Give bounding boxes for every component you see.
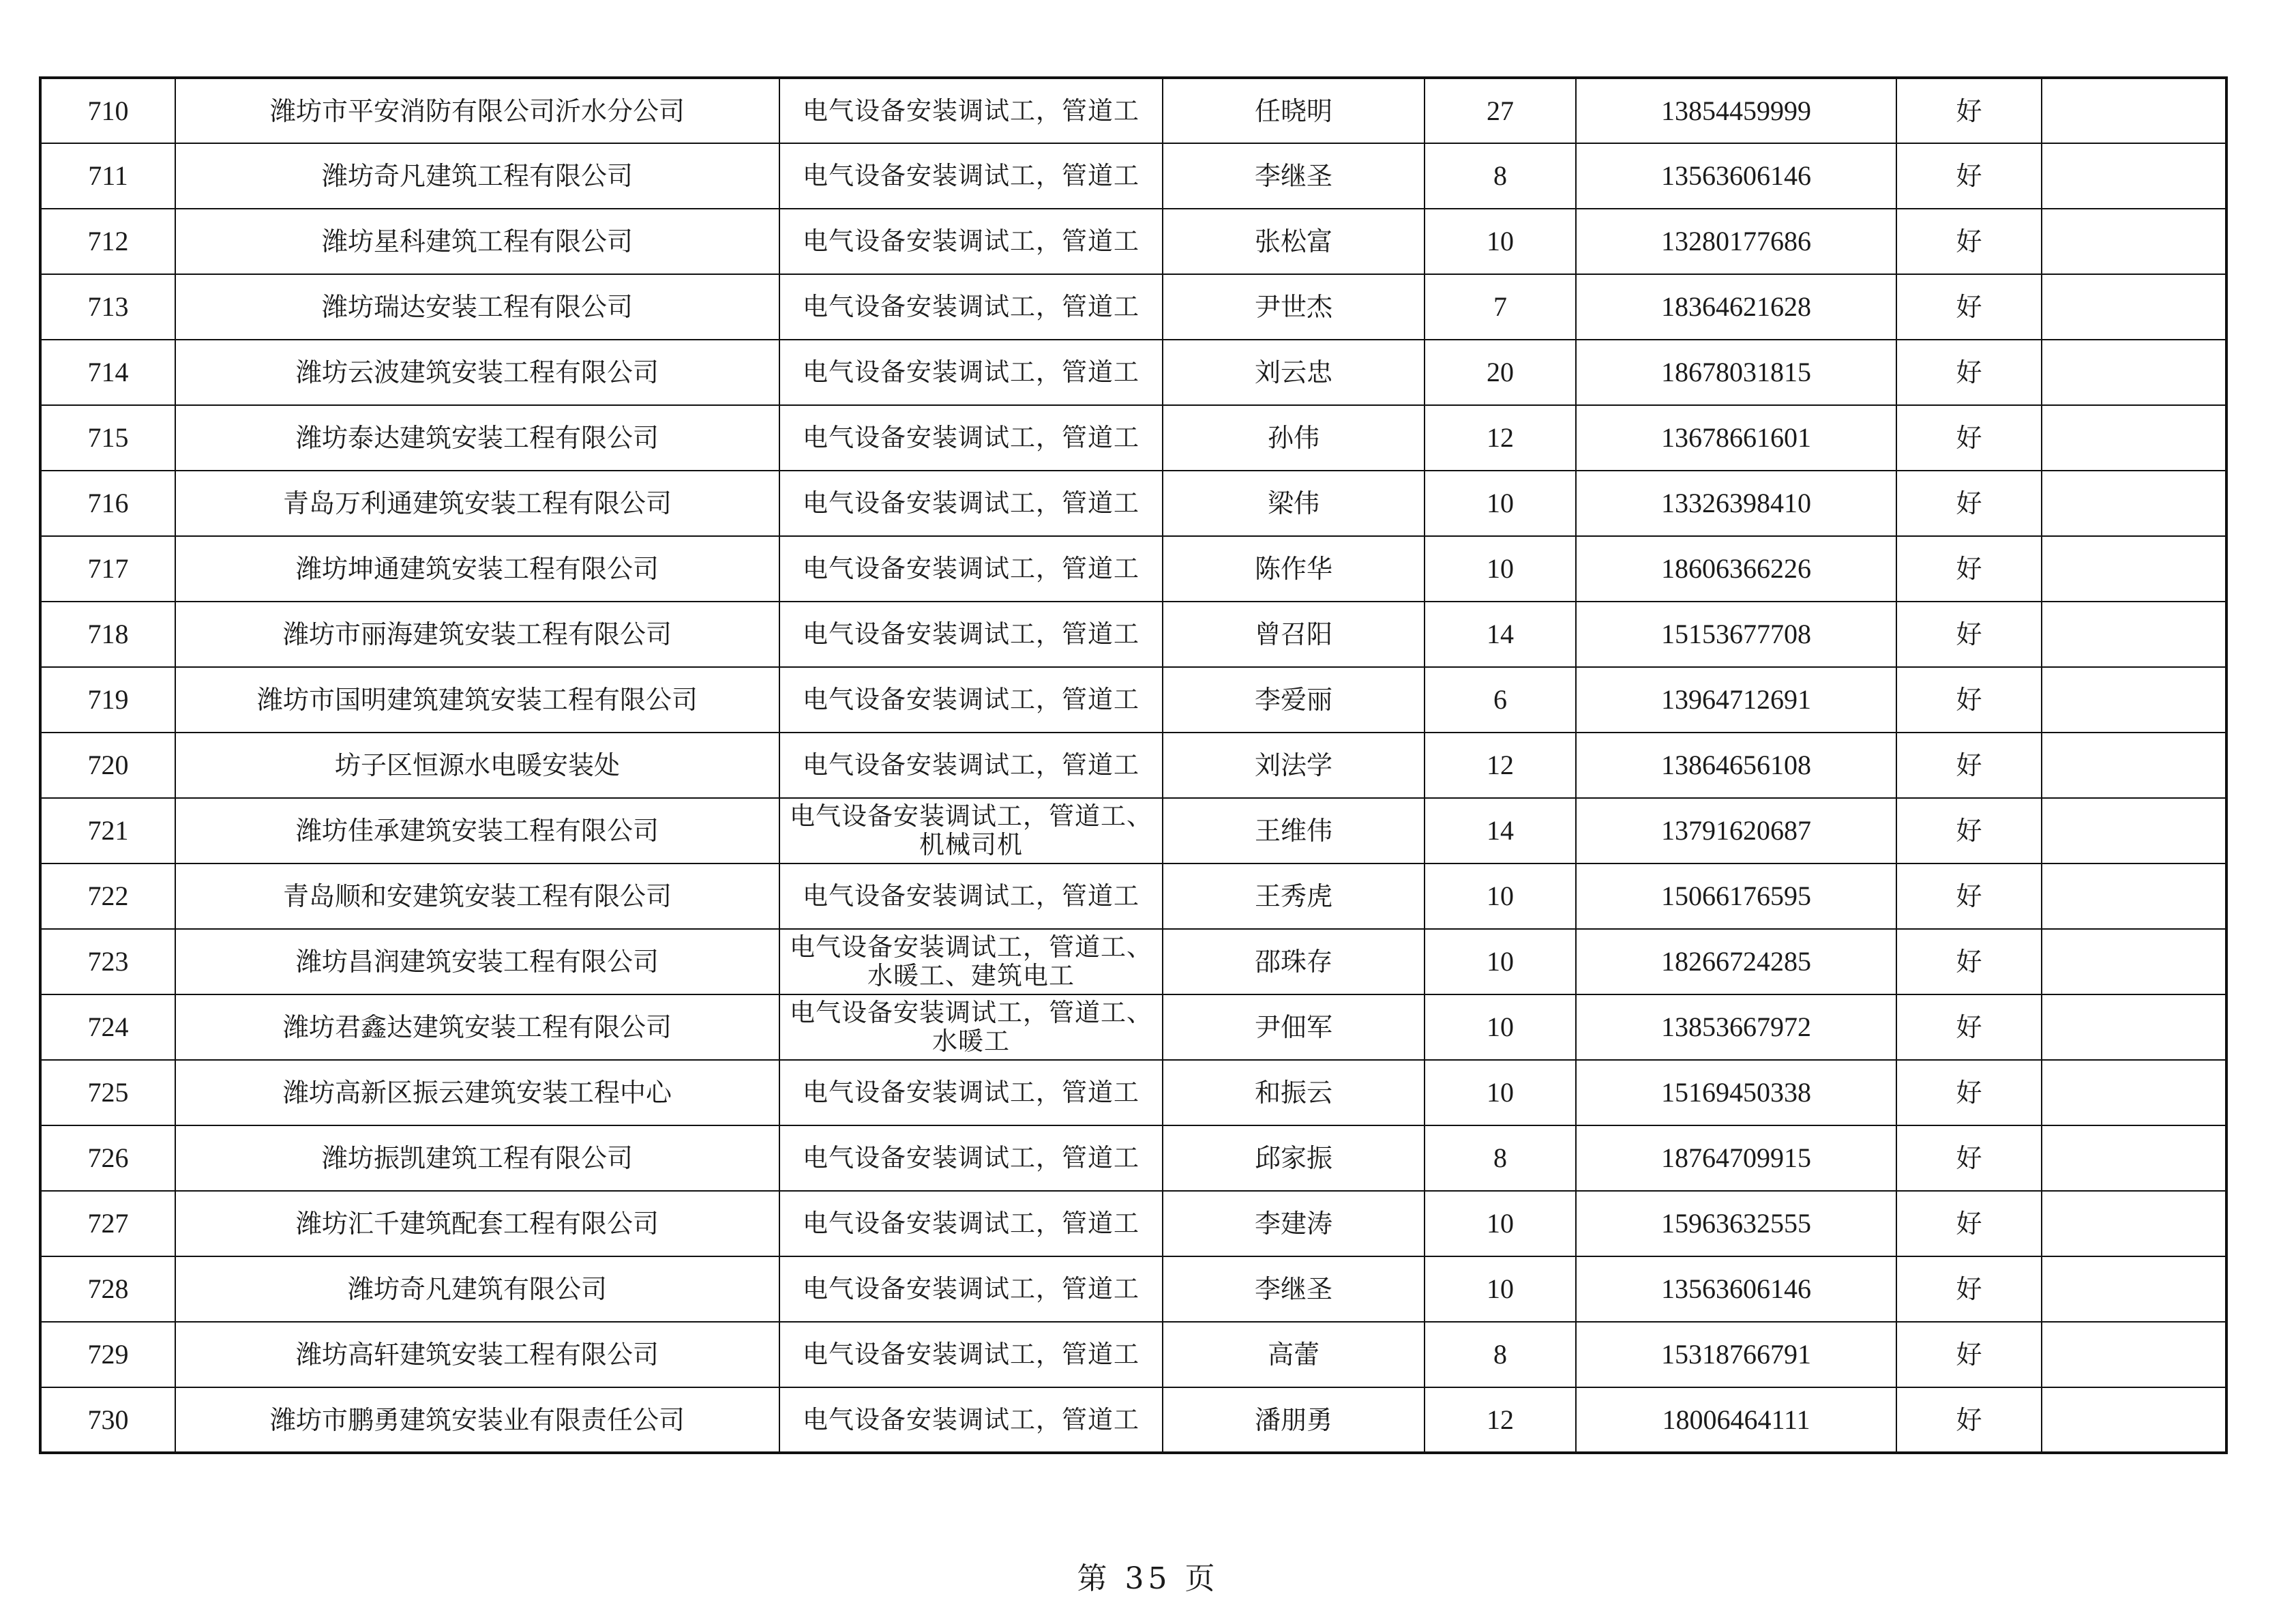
cell-trade: 电气设备安装调试工，管道工、水暖工、建筑电工 bbox=[779, 929, 1163, 994]
cell-count: 10 bbox=[1425, 471, 1576, 536]
cell-note bbox=[2042, 1060, 2226, 1125]
cell-index: 712 bbox=[40, 209, 175, 274]
cell-index: 717 bbox=[40, 536, 175, 602]
cell-index: 721 bbox=[40, 798, 175, 863]
cell-phone: 15963632555 bbox=[1576, 1191, 1896, 1256]
cell-company: 潍坊奇凡建筑有限公司 bbox=[175, 1256, 779, 1322]
cell-note bbox=[2042, 994, 2226, 1060]
table-row bbox=[40, 1125, 2226, 1191]
cell-company: 潍坊君鑫达建筑安装工程有限公司 bbox=[175, 994, 779, 1060]
cell-rating: 好 bbox=[1896, 536, 2042, 602]
cell-rating: 好 bbox=[1896, 1387, 2042, 1453]
table-row bbox=[40, 471, 2226, 536]
cell-trade: 电气设备安装调试工，管道工 bbox=[779, 209, 1163, 274]
cell-note bbox=[2042, 1256, 2226, 1322]
table-row bbox=[40, 994, 2226, 1060]
cell-phone: 13854459999 bbox=[1576, 78, 1896, 143]
cell-contact: 张松富 bbox=[1163, 209, 1425, 274]
cell-trade: 电气设备安装调试工，管道工 bbox=[779, 1256, 1163, 1322]
cell-rating: 好 bbox=[1896, 405, 2042, 471]
cell-company: 潍坊星科建筑工程有限公司 bbox=[175, 209, 779, 274]
cell-count: 10 bbox=[1425, 863, 1576, 929]
cell-contact: 李继圣 bbox=[1163, 143, 1425, 209]
cell-company: 潍坊坤通建筑安装工程有限公司 bbox=[175, 536, 779, 602]
cell-trade: 电气设备安装调试工，管道工、水暖工 bbox=[779, 994, 1163, 1060]
cell-phone: 13964712691 bbox=[1576, 667, 1896, 733]
cell-phone: 18606366226 bbox=[1576, 536, 1896, 602]
cell-index: 715 bbox=[40, 405, 175, 471]
cell-company: 潍坊市鹏勇建筑安装业有限责任公司 bbox=[175, 1387, 779, 1453]
cell-contact: 尹世杰 bbox=[1163, 274, 1425, 340]
cell-note bbox=[2042, 536, 2226, 602]
cell-company: 青岛万利通建筑安装工程有限公司 bbox=[175, 471, 779, 536]
cell-phone: 13563606146 bbox=[1576, 1256, 1896, 1322]
cell-rating: 好 bbox=[1896, 143, 2042, 209]
cell-note bbox=[2042, 733, 2226, 798]
cell-count: 10 bbox=[1425, 929, 1576, 994]
cell-index: 730 bbox=[40, 1387, 175, 1453]
cell-count: 12 bbox=[1425, 1387, 1576, 1453]
cell-note bbox=[2042, 1387, 2226, 1453]
cell-contact: 孙伟 bbox=[1163, 405, 1425, 471]
cell-rating: 好 bbox=[1896, 209, 2042, 274]
cell-index: 718 bbox=[40, 602, 175, 667]
cell-trade: 电气设备安装调试工，管道工 bbox=[779, 1191, 1163, 1256]
cell-phone: 13678661601 bbox=[1576, 405, 1896, 471]
cell-company: 青岛顺和安建筑安装工程有限公司 bbox=[175, 863, 779, 929]
cell-count: 10 bbox=[1425, 1191, 1576, 1256]
cell-rating: 好 bbox=[1896, 733, 2042, 798]
cell-trade: 电气设备安装调试工，管道工 bbox=[779, 536, 1163, 602]
cell-trade: 电气设备安装调试工，管道工 bbox=[779, 667, 1163, 733]
cell-note bbox=[2042, 798, 2226, 863]
cell-count: 7 bbox=[1425, 274, 1576, 340]
cell-phone: 18678031815 bbox=[1576, 340, 1896, 405]
table-row bbox=[40, 1322, 2226, 1387]
table-row bbox=[40, 863, 2226, 929]
cell-index: 719 bbox=[40, 667, 175, 733]
cell-company: 潍坊高轩建筑安装工程有限公司 bbox=[175, 1322, 779, 1387]
cell-contact: 梁伟 bbox=[1163, 471, 1425, 536]
cell-note bbox=[2042, 340, 2226, 405]
cell-count: 12 bbox=[1425, 733, 1576, 798]
cell-contact: 李继圣 bbox=[1163, 1256, 1425, 1322]
cell-company: 潍坊云波建筑安装工程有限公司 bbox=[175, 340, 779, 405]
cell-index: 722 bbox=[40, 863, 175, 929]
cell-trade: 电气设备安装调试工，管道工 bbox=[779, 733, 1163, 798]
cell-rating: 好 bbox=[1896, 994, 2042, 1060]
cell-trade: 电气设备安装调试工，管道工 bbox=[779, 1060, 1163, 1125]
cell-note bbox=[2042, 667, 2226, 733]
cell-index: 726 bbox=[40, 1125, 175, 1191]
cell-count: 20 bbox=[1425, 340, 1576, 405]
cell-trade: 电气设备安装调试工，管道工 bbox=[779, 1322, 1163, 1387]
cell-contact: 潘朋勇 bbox=[1163, 1387, 1425, 1453]
cell-contact: 陈作华 bbox=[1163, 536, 1425, 602]
cell-company: 潍坊市丽海建筑安装工程有限公司 bbox=[175, 602, 779, 667]
cell-rating: 好 bbox=[1896, 340, 2042, 405]
cell-company: 潍坊佳承建筑安装工程有限公司 bbox=[175, 798, 779, 863]
cell-note bbox=[2042, 602, 2226, 667]
cell-note bbox=[2042, 929, 2226, 994]
cell-index: 725 bbox=[40, 1060, 175, 1125]
cell-contact: 尹佃军 bbox=[1163, 994, 1425, 1060]
table-row bbox=[40, 209, 2226, 274]
cell-contact: 曾召阳 bbox=[1163, 602, 1425, 667]
cell-note bbox=[2042, 274, 2226, 340]
cell-contact: 刘法学 bbox=[1163, 733, 1425, 798]
table-row bbox=[40, 667, 2226, 733]
cell-rating: 好 bbox=[1896, 1256, 2042, 1322]
cell-rating: 好 bbox=[1896, 798, 2042, 863]
cell-phone: 18364621628 bbox=[1576, 274, 1896, 340]
cell-count: 10 bbox=[1425, 994, 1576, 1060]
cell-phone: 18006464111 bbox=[1576, 1387, 1896, 1453]
table-row bbox=[40, 143, 2226, 209]
cell-count: 8 bbox=[1425, 1322, 1576, 1387]
cell-index: 711 bbox=[40, 143, 175, 209]
cell-contact: 高蕾 bbox=[1163, 1322, 1425, 1387]
cell-index: 713 bbox=[40, 274, 175, 340]
cell-contact: 李建涛 bbox=[1163, 1191, 1425, 1256]
cell-note bbox=[2042, 863, 2226, 929]
table-row bbox=[40, 929, 2226, 994]
cell-index: 723 bbox=[40, 929, 175, 994]
enterprise-table bbox=[39, 76, 2228, 1454]
cell-note bbox=[2042, 78, 2226, 143]
cell-company: 潍坊振凯建筑工程有限公司 bbox=[175, 1125, 779, 1191]
cell-count: 14 bbox=[1425, 798, 1576, 863]
cell-note bbox=[2042, 1125, 2226, 1191]
cell-contact: 刘云忠 bbox=[1163, 340, 1425, 405]
cell-count: 12 bbox=[1425, 405, 1576, 471]
cell-rating: 好 bbox=[1896, 863, 2042, 929]
cell-contact: 李爱丽 bbox=[1163, 667, 1425, 733]
cell-note bbox=[2042, 209, 2226, 274]
cell-trade: 电气设备安装调试工，管道工 bbox=[779, 1387, 1163, 1453]
cell-contact: 和振云 bbox=[1163, 1060, 1425, 1125]
cell-index: 714 bbox=[40, 340, 175, 405]
table-row bbox=[40, 536, 2226, 602]
cell-index: 724 bbox=[40, 994, 175, 1060]
cell-rating: 好 bbox=[1896, 1191, 2042, 1256]
cell-count: 8 bbox=[1425, 143, 1576, 209]
cell-index: 720 bbox=[40, 733, 175, 798]
table-row bbox=[40, 340, 2226, 405]
cell-contact: 邵珠存 bbox=[1163, 929, 1425, 994]
cell-note bbox=[2042, 1322, 2226, 1387]
cell-company: 潍坊泰达建筑安装工程有限公司 bbox=[175, 405, 779, 471]
cell-phone: 13791620687 bbox=[1576, 798, 1896, 863]
table-row bbox=[40, 1060, 2226, 1125]
cell-count: 10 bbox=[1425, 209, 1576, 274]
cell-trade: 电气设备安装调试工，管道工 bbox=[779, 340, 1163, 405]
cell-rating: 好 bbox=[1896, 602, 2042, 667]
cell-phone: 13864656108 bbox=[1576, 733, 1896, 798]
cell-count: 10 bbox=[1425, 1060, 1576, 1125]
cell-company: 潍坊昌润建筑安装工程有限公司 bbox=[175, 929, 779, 994]
cell-note bbox=[2042, 143, 2226, 209]
cell-index: 716 bbox=[40, 471, 175, 536]
cell-phone: 18266724285 bbox=[1576, 929, 1896, 994]
cell-index: 727 bbox=[40, 1191, 175, 1256]
table-row bbox=[40, 602, 2226, 667]
table-row bbox=[40, 1387, 2226, 1453]
cell-rating: 好 bbox=[1896, 274, 2042, 340]
cell-count: 8 bbox=[1425, 1125, 1576, 1191]
cell-contact: 王维伟 bbox=[1163, 798, 1425, 863]
cell-rating: 好 bbox=[1896, 1060, 2042, 1125]
cell-count: 27 bbox=[1425, 78, 1576, 143]
cell-trade: 电气设备安装调试工，管道工、机械司机 bbox=[779, 798, 1163, 863]
cell-rating: 好 bbox=[1896, 929, 2042, 994]
cell-index: 728 bbox=[40, 1256, 175, 1322]
cell-company: 潍坊市平安消防有限公司沂水分公司 bbox=[175, 78, 779, 143]
cell-phone: 15153677708 bbox=[1576, 602, 1896, 667]
cell-note bbox=[2042, 471, 2226, 536]
cell-company: 潍坊奇凡建筑工程有限公司 bbox=[175, 143, 779, 209]
cell-phone: 13326398410 bbox=[1576, 471, 1896, 536]
table-row bbox=[40, 274, 2226, 340]
cell-rating: 好 bbox=[1896, 1322, 2042, 1387]
table-row bbox=[40, 733, 2226, 798]
cell-trade: 电气设备安装调试工，管道工 bbox=[779, 863, 1163, 929]
cell-count: 10 bbox=[1425, 536, 1576, 602]
cell-trade: 电气设备安装调试工，管道工 bbox=[779, 1125, 1163, 1191]
cell-contact: 任晓明 bbox=[1163, 78, 1425, 143]
cell-note bbox=[2042, 1191, 2226, 1256]
cell-company: 潍坊汇千建筑配套工程有限公司 bbox=[175, 1191, 779, 1256]
page-number: 第 35 页 bbox=[1077, 1561, 1219, 1596]
cell-phone: 13853667972 bbox=[1576, 994, 1896, 1060]
cell-trade: 电气设备安装调试工，管道工 bbox=[779, 78, 1163, 143]
cell-count: 14 bbox=[1425, 602, 1576, 667]
cell-trade: 电气设备安装调试工，管道工 bbox=[779, 405, 1163, 471]
cell-trade: 电气设备安装调试工，管道工 bbox=[779, 471, 1163, 536]
cell-count: 6 bbox=[1425, 667, 1576, 733]
cell-rating: 好 bbox=[1896, 1125, 2042, 1191]
cell-trade: 电气设备安装调试工，管道工 bbox=[779, 602, 1163, 667]
cell-company: 潍坊瑞达安装工程有限公司 bbox=[175, 274, 779, 340]
cell-phone: 15318766791 bbox=[1576, 1322, 1896, 1387]
table-row bbox=[40, 1256, 2226, 1322]
cell-company: 潍坊高新区振云建筑安装工程中心 bbox=[175, 1060, 779, 1125]
cell-phone: 15169450338 bbox=[1576, 1060, 1896, 1125]
cell-trade: 电气设备安装调试工，管道工 bbox=[779, 274, 1163, 340]
cell-count: 10 bbox=[1425, 1256, 1576, 1322]
cell-rating: 好 bbox=[1896, 471, 2042, 536]
cell-company: 坊子区恒源水电暖安装处 bbox=[175, 733, 779, 798]
cell-phone: 18764709915 bbox=[1576, 1125, 1896, 1191]
cell-index: 729 bbox=[40, 1322, 175, 1387]
cell-trade: 电气设备安装调试工，管道工 bbox=[779, 143, 1163, 209]
cell-company: 潍坊市国明建筑建筑安装工程有限公司 bbox=[175, 667, 779, 733]
table-row bbox=[40, 798, 2226, 863]
cell-index: 710 bbox=[40, 78, 175, 143]
cell-rating: 好 bbox=[1896, 78, 2042, 143]
cell-rating: 好 bbox=[1896, 667, 2042, 733]
cell-contact: 王秀虎 bbox=[1163, 863, 1425, 929]
table-row bbox=[40, 78, 2226, 143]
table-row bbox=[40, 1191, 2226, 1256]
cell-contact: 邱家振 bbox=[1163, 1125, 1425, 1191]
table-row bbox=[40, 405, 2226, 471]
table-body bbox=[40, 78, 2226, 1453]
cell-phone: 13280177686 bbox=[1576, 209, 1896, 274]
cell-phone: 13563606146 bbox=[1576, 143, 1896, 209]
cell-note bbox=[2042, 405, 2226, 471]
cell-phone: 15066176595 bbox=[1576, 863, 1896, 929]
